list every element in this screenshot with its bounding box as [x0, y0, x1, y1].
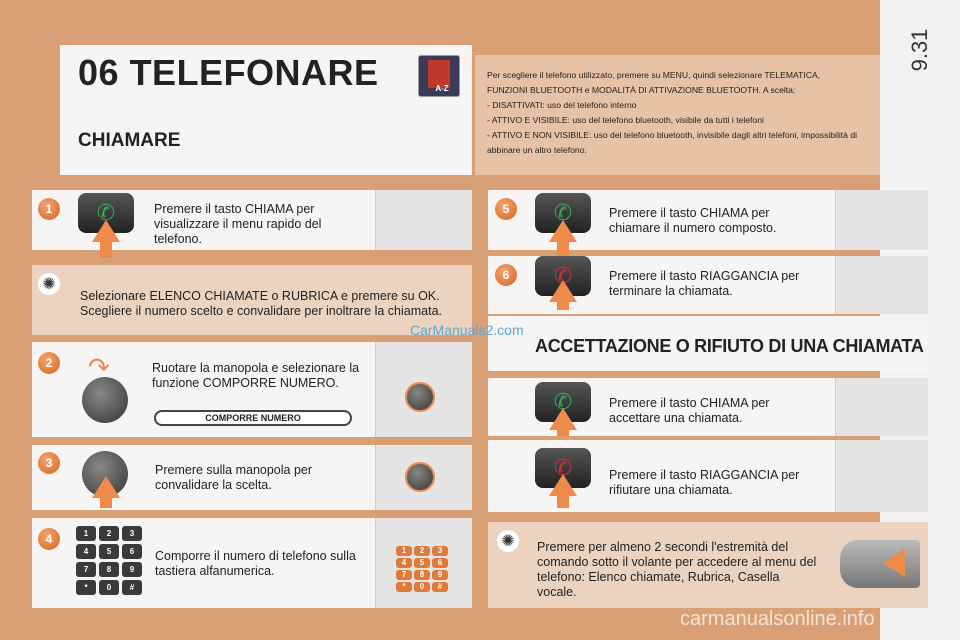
- info-line: - ATTIVO E NON VISIBILE: uso del telefono bluetooth, invisibile dagli altri telefoni, impossibilità di: [487, 130, 858, 140]
- info-line: - ATTIVO E VISIBILE: uso del telefono bluetooth, visibile da tutti i telefoni: [487, 115, 764, 125]
- press-arrow-icon: [549, 280, 577, 302]
- press-arrow-icon: [549, 474, 577, 496]
- steering-stalk-image: [840, 540, 920, 588]
- hangup-icon: ✆: [553, 455, 573, 480]
- step-badge: 1: [38, 198, 60, 220]
- footer-watermark: carmanualsonline.info: [680, 608, 875, 630]
- rotate-arrow-icon: ↷: [88, 352, 110, 382]
- press-arrow-icon: [549, 408, 577, 430]
- info-line: FUNZIONI BLUETOOTH e MODALITÀ DI ATTIVAZIONE BLUETOOTH. A scelta:: [487, 85, 796, 95]
- call-icon: ✆: [96, 200, 116, 225]
- step-6-text: Premere il tasto RIAGGANCIA per terminare la chiamata.: [609, 269, 800, 298]
- keypad-key: 9: [122, 562, 142, 577]
- tip-1-text: Selezionare ELENCO CHIAMATE o RUBRICA e premere su OK. Scegliere il numero scelto e convalidare per inoltrare la chiamata.: [80, 289, 442, 318]
- info-line: abbinare un altro telefono.: [487, 145, 587, 155]
- step-5-text: Premere il tasto CHIAMA per chiamare il numero composto.: [609, 206, 777, 235]
- chapter-title: TELEFONARE: [129, 52, 379, 93]
- menu-option-pill: COMPORRE NUMERO: [154, 410, 352, 426]
- highlighted-keypad: [396, 546, 452, 594]
- keypad-key: 1: [396, 546, 412, 556]
- keypad-key: 5: [414, 558, 430, 568]
- keypad-key: 7: [76, 562, 96, 577]
- keypad-key: #: [122, 580, 142, 595]
- keypad-key: 8: [99, 562, 119, 577]
- step-badge: 3: [38, 452, 60, 474]
- keypad-key: 6: [122, 544, 142, 559]
- keypad-key: #: [432, 582, 448, 592]
- keypad-key: 5: [99, 544, 119, 559]
- press-arrow-icon: [883, 549, 905, 577]
- press-arrow-stem: [557, 494, 569, 508]
- knob-highlight: [405, 462, 435, 492]
- press-arrow-stem: [557, 428, 569, 436]
- info-text: [487, 68, 872, 158]
- info-line: - DISATTIVATI: uso del telefono interno: [487, 100, 637, 110]
- acceptance-title: ACCETTAZIONE O RIFIUTO DI UNA CHIAMATA: [535, 336, 924, 356]
- keypad-key: 1: [76, 526, 96, 541]
- tip-2-text: Premere per almeno 2 secondi l'estremità del comando sotto il volante per accedere al menu del telefono: Elenco chiamate, Rubrica, Casella vocale.: [537, 540, 817, 599]
- az-label: A-Z: [435, 84, 449, 93]
- keypad-illustration: [835, 440, 928, 512]
- keypad-illustration: [835, 378, 928, 436]
- press-arrow-icon: [549, 220, 577, 242]
- tip-lightbulb-icon: ✺: [38, 273, 60, 295]
- keypad-key: 3: [122, 526, 142, 541]
- hangup-icon: ✆: [553, 263, 573, 288]
- step-3-text: Premere sulla manopola per convalidare la scelta.: [155, 463, 313, 492]
- section-title: CHIAMARE: [78, 130, 181, 151]
- step-1-text: Premere il tasto CHIAMA per visualizzare il menu rapido del telefono.: [154, 202, 322, 246]
- press-arrow-stem: [557, 300, 569, 310]
- keypad-key: 8: [414, 570, 430, 580]
- tip-lightbulb-icon: ✺: [497, 530, 519, 552]
- keypad-key: 4: [396, 558, 412, 568]
- rotary-knob-image: [82, 377, 128, 423]
- page-title: [78, 52, 379, 94]
- press-arrow-stem: [100, 496, 112, 508]
- keypad-key: *: [396, 582, 412, 592]
- keypad-key: 7: [396, 570, 412, 580]
- keypad-key: 3: [432, 546, 448, 556]
- keypad-illustration: [835, 190, 928, 250]
- press-arrow-stem: [100, 240, 112, 258]
- step-badge: 5: [495, 198, 517, 220]
- keypad-illustration: [375, 190, 472, 250]
- keypad-illustration: [835, 256, 928, 314]
- keypad-key: 2: [414, 546, 430, 556]
- page-number: 9.31: [907, 28, 932, 72]
- keypad-key: 0: [414, 582, 430, 592]
- alphanumeric-keypad-image: [76, 526, 144, 598]
- knob-highlight: [405, 382, 435, 412]
- press-arrow-icon: [92, 220, 120, 242]
- keypad-key: 2: [99, 526, 119, 541]
- step-2-text: Ruotare la manopola e selezionare la funzione COMPORRE NUMERO.: [152, 361, 360, 390]
- step-badge: 4: [38, 528, 60, 550]
- reject-text: Premere il tasto RIAGGANCIA per rifiutare una chiamata.: [609, 468, 800, 497]
- info-line: Per scegliere il telefono utilizzato, premere su MENU, quindi selezionare TELEMATICA,: [487, 70, 821, 80]
- keypad-key: *: [76, 580, 96, 595]
- keypad-key: 4: [76, 544, 96, 559]
- keypad-key: 6: [432, 558, 448, 568]
- watermark-text: CarManuals2.com: [410, 322, 524, 338]
- accept-text: Premere il tasto CHIAMA per accettare una chiamata.: [609, 396, 770, 425]
- step-badge: 2: [38, 352, 60, 374]
- call-icon: ✆: [553, 200, 573, 225]
- press-arrow-icon: [92, 476, 120, 498]
- keypad-key: 9: [432, 570, 448, 580]
- call-icon: ✆: [553, 389, 573, 414]
- keypad-key: 0: [99, 580, 119, 595]
- chapter-number: 06: [78, 52, 120, 93]
- step-badge: 6: [495, 264, 517, 286]
- step-4-text: Comporre il numero di telefono sulla tastiera alfanumerica.: [155, 549, 356, 578]
